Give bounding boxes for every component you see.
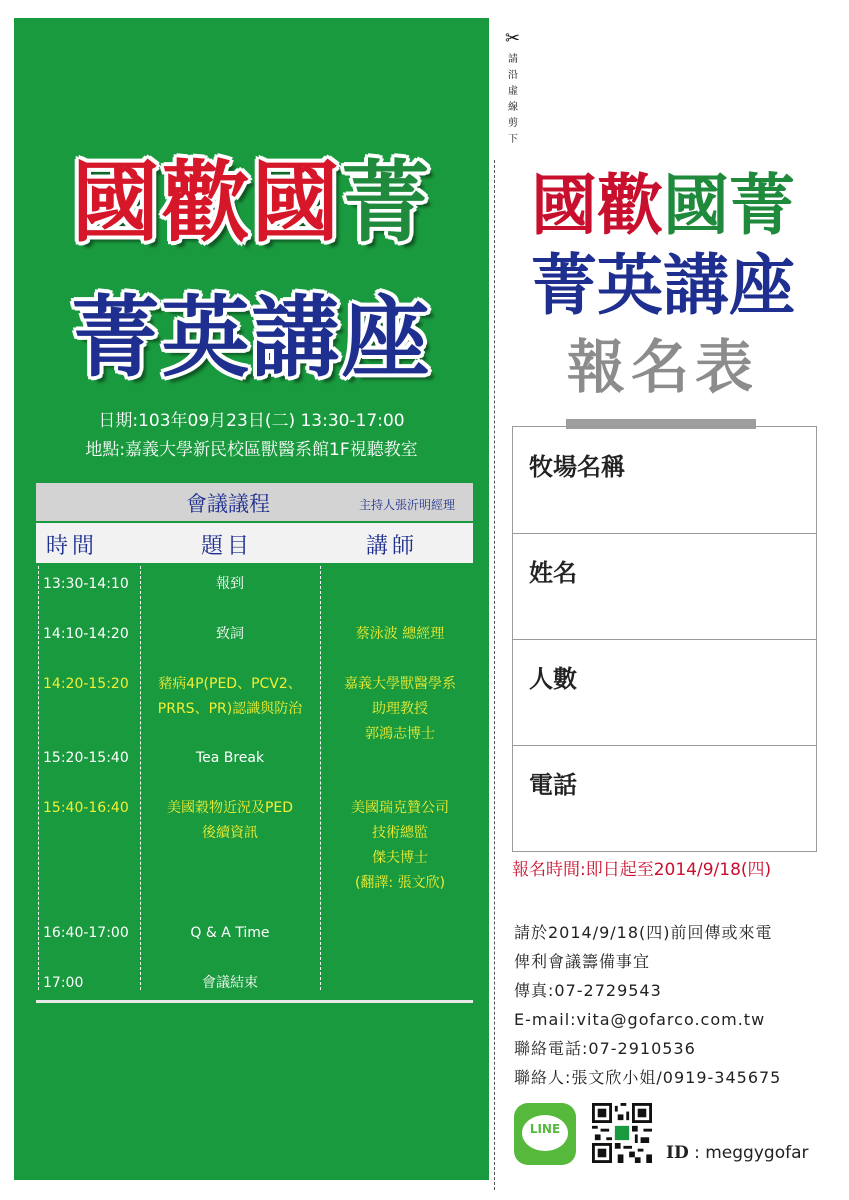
agenda-bottom-rule [36,1000,473,1003]
row-speaker: 嘉義大學獸醫學系 助理教授 郭鴻志博士 [344,676,456,742]
contact-fax: 傳真:07-2729543 [514,981,662,1000]
title-char: 國 [71,150,162,254]
row-time: 14:20-15:20 [43,676,129,692]
title-char: 國 [531,166,597,244]
contact-email[interactable]: E-mail:vita@gofarco.com.tw [514,1010,766,1029]
agenda-title: 會議議程 [186,492,270,516]
contact-person: 聯絡人:張文欣小姐/0919-345675 [514,1068,782,1087]
column-header-speaker: 講師 [366,534,419,559]
title-char: 歡 [161,150,252,254]
id-label: ID [666,1143,689,1163]
row-time: 15:20-15:40 [43,750,129,766]
row-topic: 致詞 [216,626,244,642]
qr-code-icon[interactable] [592,1103,652,1163]
title-char: 國 [251,150,342,254]
row-speaker: 美國瑞克贊公司 技術總監 傑夫博士 (翻譯: 張文欣) [351,800,449,891]
row-time: 14:10-14:20 [43,626,129,642]
line-logo-text: LINE [529,1122,561,1136]
line-app-icon [514,1103,576,1165]
field-label: 牧場名稱 [529,452,625,481]
event-date: 日期:103年09月23日(二) 13:30-17:00 [98,411,405,431]
contact-instruction: 請於2014/9/18(四)前回傳或來電 [514,923,773,942]
event-venue: 地點:嘉義大學新民校區獸醫系館1F視聽教室 [85,440,418,460]
contact-info [514,918,781,1092]
column-divider [140,566,141,990]
row-topic: 豬病4P(PED、PCV2、 PRRS、PR)認識與防治 [157,676,303,717]
row-topic: 美國穀物近況及PED 後續資訊 [166,800,294,841]
registration-deadline: 報名時間:即日起至2014/9/18(四) [512,860,772,880]
registration-form [512,426,817,852]
column-header-topic: 題目 [201,534,254,559]
column-header-time: 時間 [46,534,99,559]
registration-title-line1 [508,166,818,244]
contact-phone: 聯絡電話:07-2910536 [514,1039,696,1058]
row-time: 16:40-17:00 [43,925,129,941]
title-char: 歡 [597,166,663,244]
contact-instruction-2: 俾利會議籌備事宜 [514,952,651,971]
row-time: 13:30-14:10 [43,576,129,592]
row-speaker: 蔡泳波 總經理 [355,626,445,642]
title-char: 國 [663,166,729,244]
agenda [14,18,489,1180]
agenda-header [36,483,473,521]
form-field-farm-name[interactable] [513,427,816,534]
row-time: 17:00 [43,975,84,991]
form-field-phone[interactable] [513,745,816,851]
scissors-icon: ✂ [505,28,521,49]
form-field-name[interactable] [513,533,816,640]
row-topic: 報到 [216,576,244,592]
line-id: ID : meggygofar [666,1143,809,1163]
field-label: 人數 [529,664,577,693]
row-topic: Tea Break [195,750,265,766]
field-label: 姓名 [529,558,577,587]
field-label: 電話 [529,770,577,799]
title-char: 菁 [729,166,795,244]
row-topic: Q & A Time [190,925,270,941]
event-title-line2: 菁英講座 [71,285,432,389]
row-topic: 會議結束 [202,975,258,991]
agenda-column-headers [36,523,473,563]
title-char: 菁 [341,150,432,254]
row-time: 15:40-16:40 [43,800,129,816]
cut-instruction: 請沿虛線剪下 [508,54,518,145]
agenda-host: 主持人張沂明經理 [358,498,455,512]
cut-line [494,160,495,1190]
form-field-headcount[interactable] [513,639,816,746]
registration-form-title: 報名表 [566,333,759,401]
column-divider [38,566,39,990]
id-value: meggygofar [705,1143,809,1163]
registration-title-line2: 菁英講座 [531,246,795,324]
